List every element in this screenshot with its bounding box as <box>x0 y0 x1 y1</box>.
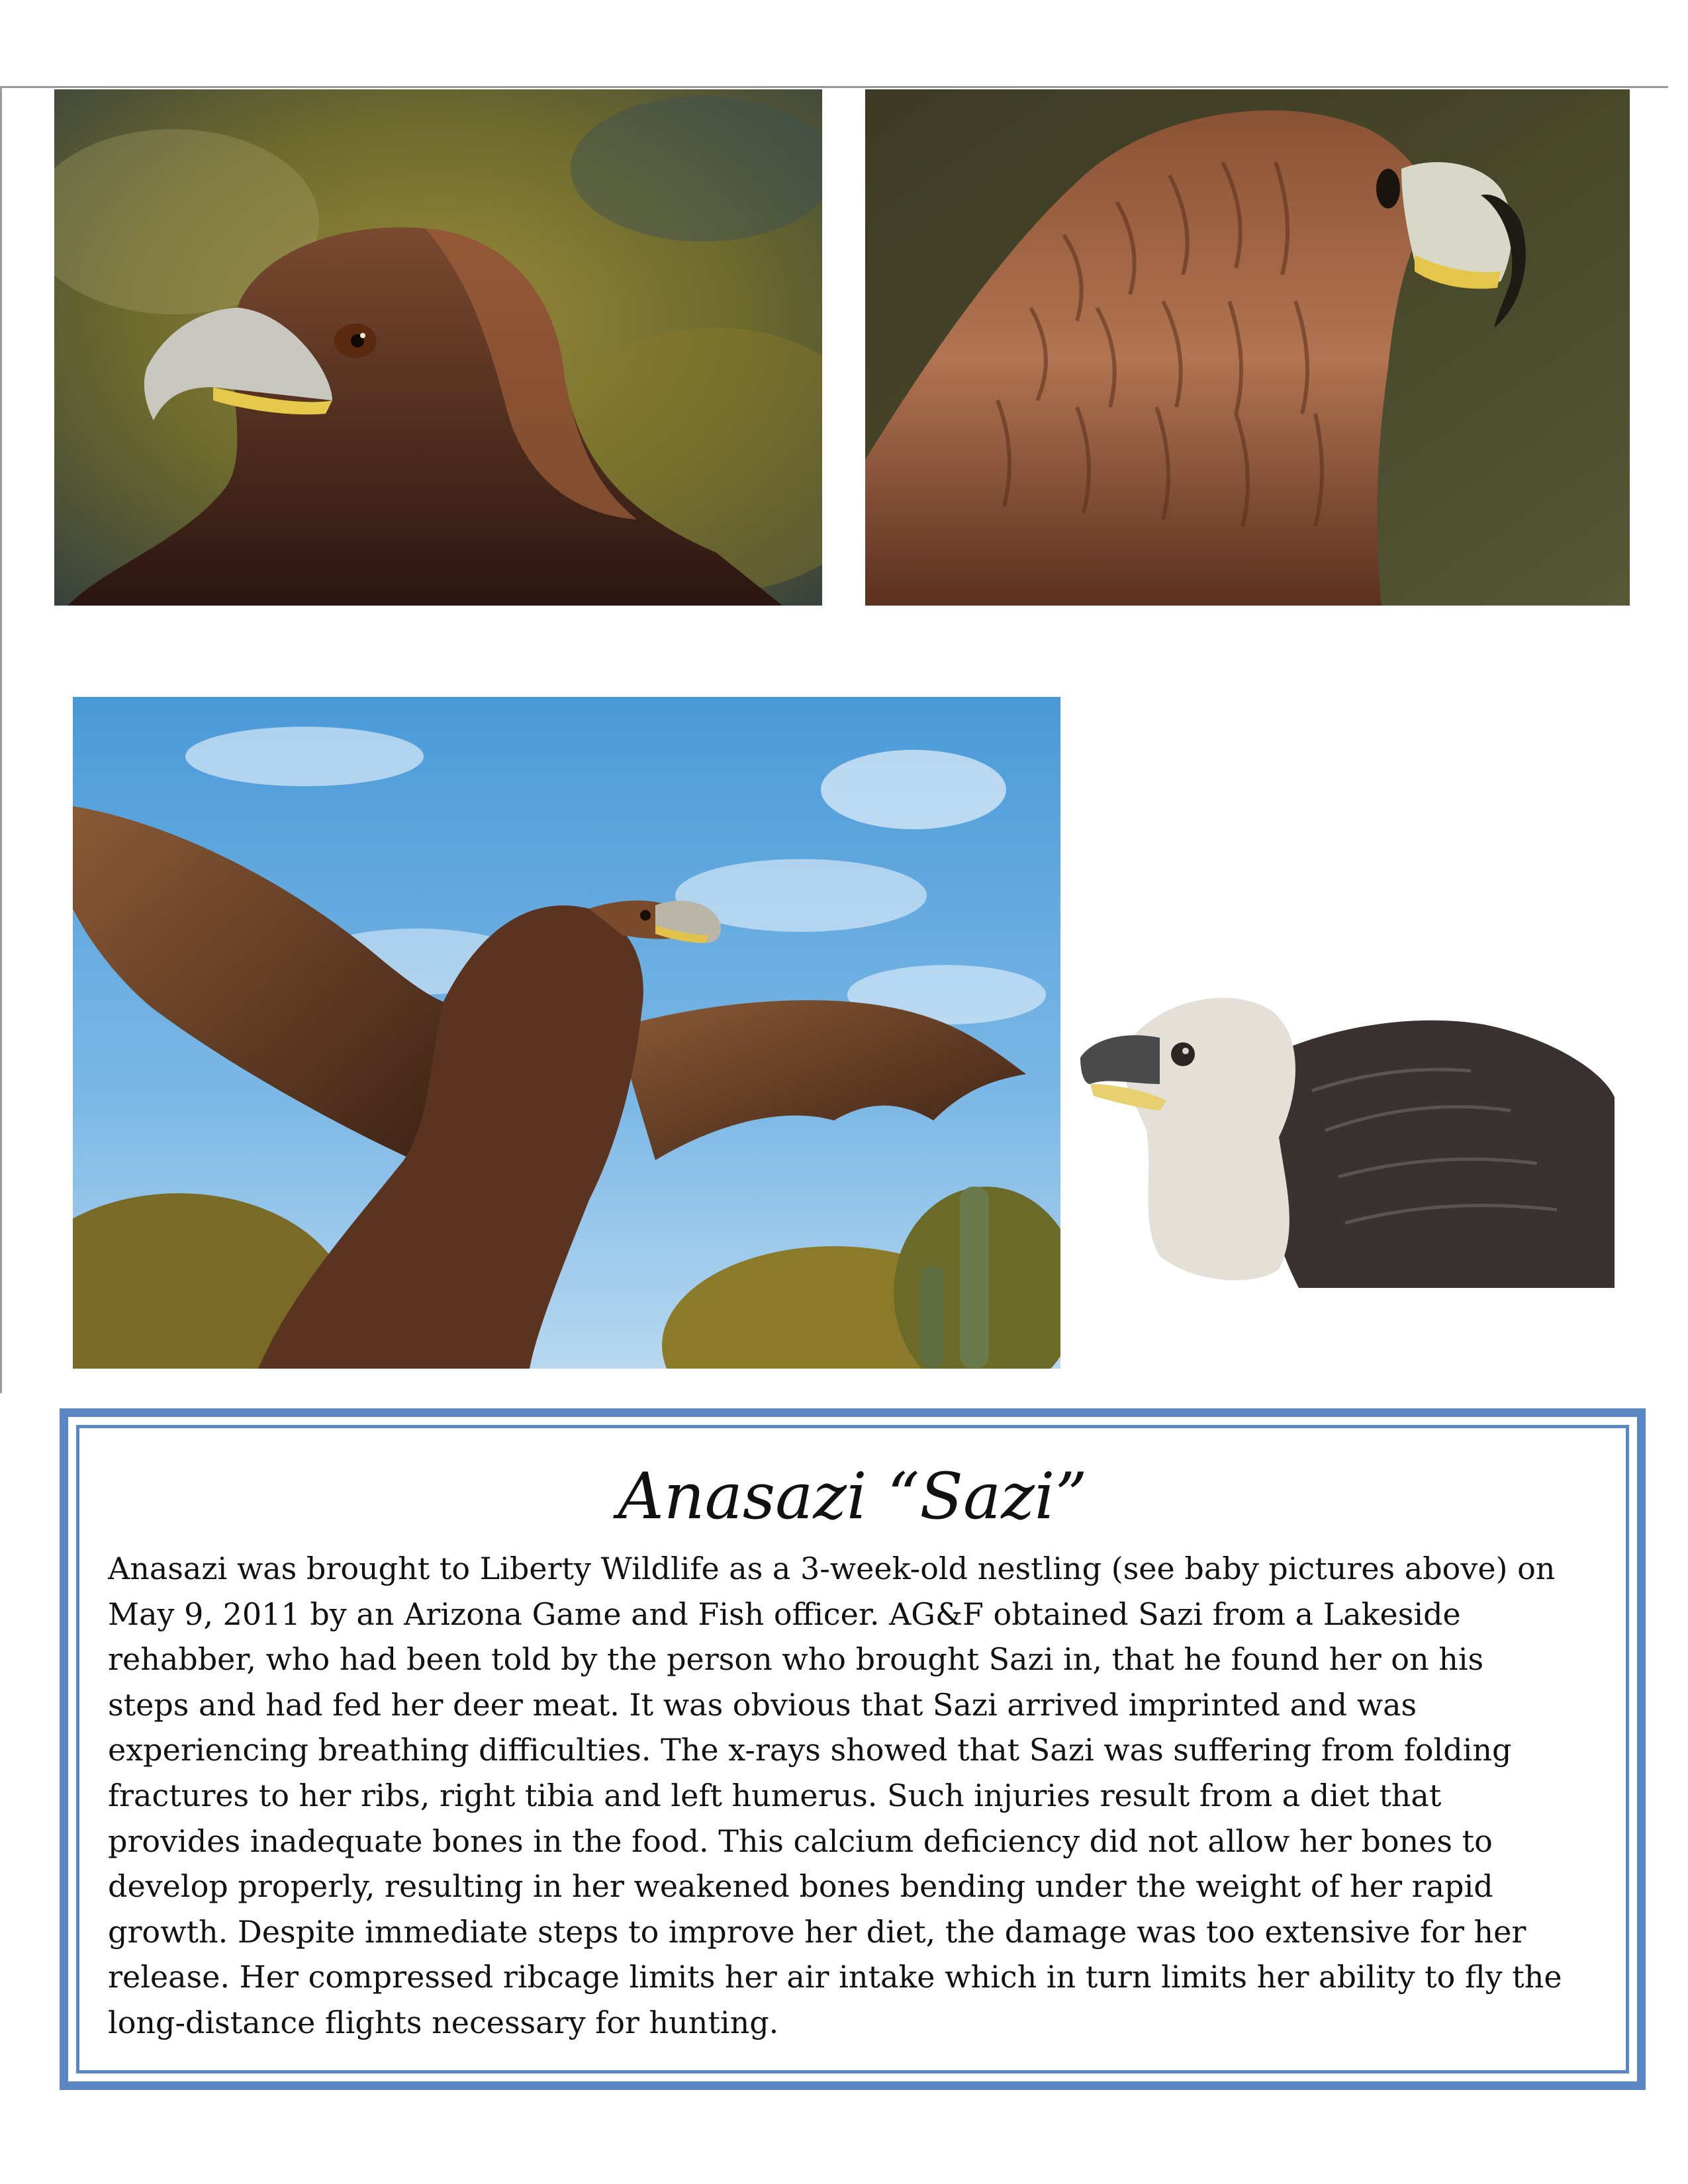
bio-line: Anasazi was brought to Liberty Wildlife as a 3-week-old nestling (see baby pictures above) on <box>108 1551 1556 1586</box>
bio-line: experiencing breathing difficulties. The x-rays showed that Sazi was suffering from folding <box>108 1732 1512 1768</box>
bio-line: develop properly, resulting in her weakened bones bending under the weight of her rapid <box>108 1868 1493 1905</box>
eaglet-nestling-photo <box>1060 985 1615 1288</box>
bio-title: Anasazi “Sazi” <box>618 1459 1088 1533</box>
bio-line: rehabber, who had been told by the person who brought Sazi in, that he found her on his <box>108 1641 1484 1678</box>
bio-paragraph <box>108 1546 1601 2046</box>
eagle-spread-wings-photo <box>73 697 1060 1369</box>
eagle-portrait-photo <box>54 89 822 606</box>
bio-line: provides inadequate bones in the food. This calcium deficiency did not allow her bones to <box>108 1823 1493 1859</box>
page-top-rule <box>0 86 1668 88</box>
bio-line: long-distance flights necessary for hunting. <box>108 2004 779 2040</box>
bio-frame <box>60 1408 1646 2090</box>
bio-line: growth. Despite immediate steps to improve her diet, the damage was too extensive for her <box>108 1913 1526 1950</box>
bio-line: fractures to her ribs, right tibia and left humerus. Such injuries result from a diet that <box>108 1777 1442 1813</box>
bio-line: steps and had fed her deer meat. It was obvious that Sazi arrived imprinted and was <box>108 1686 1417 1723</box>
bio-line: May 9, 2011 by an Arizona Game and Fish officer. AG&F obtained Sazi from a Lakeside <box>108 1596 1461 1632</box>
eagle-back-view-photo <box>865 89 1630 606</box>
page-left-rule <box>0 86 2 1393</box>
bio-line: release. Her compressed ribcage limits her air intake which in turn limits her ability to fly the <box>108 1959 1562 1995</box>
